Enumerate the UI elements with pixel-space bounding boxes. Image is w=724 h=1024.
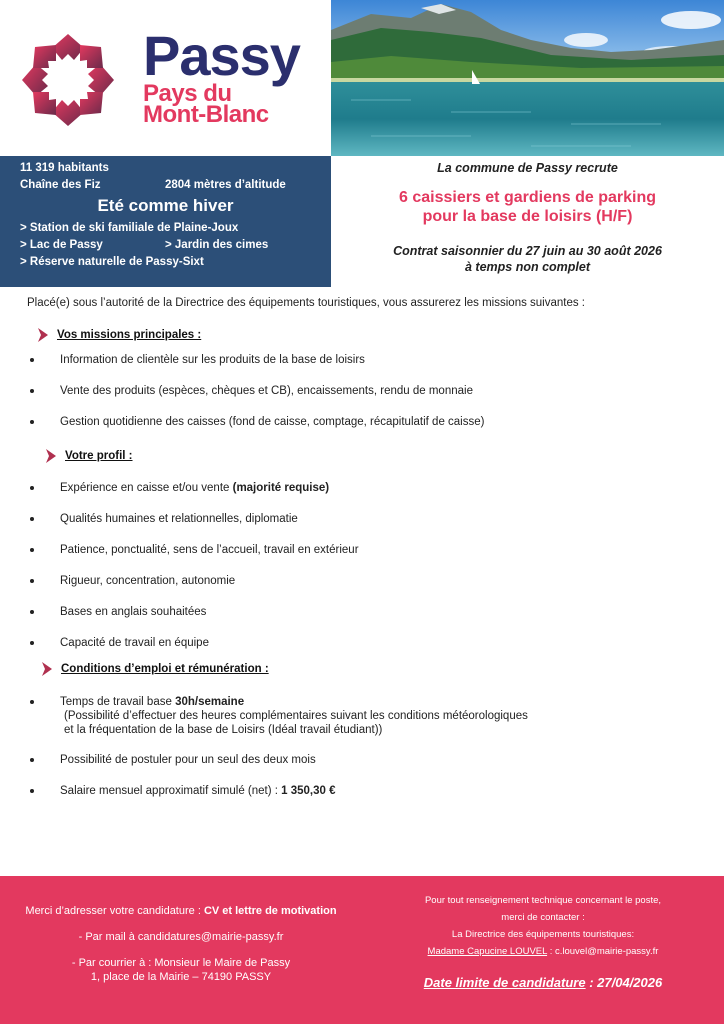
list-item xyxy=(30,605,206,619)
salary-text: Salaire mensuel approximatif simulé (net) : xyxy=(60,785,282,797)
deadline-label: Date limite de candidature xyxy=(423,975,586,990)
info-item-garden: > Jardin des cimes xyxy=(165,239,269,251)
list-item xyxy=(30,353,365,367)
list-item xyxy=(30,695,528,737)
bullet-icon xyxy=(30,486,34,490)
condition-time-bold: 30h/semaine xyxy=(175,696,245,708)
list-item xyxy=(30,784,336,798)
contract-line1: Contrat saisonnier du 27 juin au 30 août 2026 xyxy=(393,244,662,258)
condition-item xyxy=(60,784,336,798)
list-item xyxy=(30,481,329,495)
commune-recruits: La commune de Passy recrute xyxy=(437,161,618,175)
logo-title: Passy xyxy=(143,24,300,87)
profile-item: Bases en anglais souhaitées xyxy=(60,606,207,618)
list-item xyxy=(30,512,298,526)
deadline-value: : 27/04/2026 xyxy=(585,975,663,990)
bullet-icon xyxy=(30,517,34,521)
town-info-box xyxy=(0,156,331,287)
recruitment-header xyxy=(331,160,724,275)
list-item xyxy=(30,636,209,650)
inhabitants: 11 319 habitants xyxy=(20,162,109,174)
application-instructions xyxy=(0,904,362,984)
intro-text: Placé(e) sous l’autorité de la Directrice des équipements touristiques, vous assurerez les missions suivantes : xyxy=(27,297,586,309)
conditions-heading-label: Conditions d’emploi et rémunération : xyxy=(61,663,269,675)
info-item-lake: > Lac de Passy xyxy=(20,239,103,251)
chevron-right-icon xyxy=(45,449,57,463)
condition-item xyxy=(60,695,528,709)
logo xyxy=(0,0,331,156)
bullet-icon xyxy=(30,700,34,704)
conditions-heading xyxy=(41,662,269,676)
lake-landscape-image xyxy=(331,0,724,156)
job-title xyxy=(331,188,724,226)
lake-photo xyxy=(331,0,724,156)
mail-instruction: - Par mail à candidatures@mairie-passy.fr xyxy=(78,931,284,943)
contact-line1: Pour tout renseignement technique concernant le poste, xyxy=(424,895,662,906)
missions-heading xyxy=(37,328,201,342)
slogan: Eté comme hiver xyxy=(97,196,234,215)
profile-item: Patience, ponctualité, sens de l’accueil, travail en extérieur xyxy=(60,544,359,556)
list-item xyxy=(30,384,473,398)
condition-sub-line1: (Possibilité d’effectuer des heures complémentaires suivant les conditions météorologiques xyxy=(64,710,528,722)
list-item xyxy=(30,543,359,557)
contact-info xyxy=(362,892,724,991)
chain-altitude-row xyxy=(20,177,331,194)
contact-name: Madame Capucine LOUVEL xyxy=(427,946,548,957)
job-title-line1: 6 caissiers et gardiens de parking xyxy=(398,189,656,206)
contact-line3: La Directrice des équipements touristiques: xyxy=(451,929,635,940)
post-line2: 1, place de la Mairie – 74190 PASSY xyxy=(90,971,272,983)
condition-item: Possibilité de postuler pour un seul des deux mois xyxy=(60,754,316,766)
job-title-line2: pour la base de loisirs (H/F) xyxy=(422,208,633,225)
profile-item: Rigueur, concentration, autonomie xyxy=(60,575,236,587)
profile-item-bold: (majorité requise) xyxy=(232,482,330,494)
bullet-icon xyxy=(30,579,34,583)
footer xyxy=(0,876,724,1024)
list-item xyxy=(30,753,316,767)
contract-line2: à temps non complet xyxy=(464,260,591,274)
contact-line2: merci de contacter : xyxy=(501,912,585,923)
condition-time-text: Temps de travail base xyxy=(60,696,176,708)
list-item xyxy=(30,574,235,588)
mission-item: Vente des produits (espèces, chèques et CB), encaissements, rendu de monnaie xyxy=(60,385,473,397)
profile-item xyxy=(60,481,329,495)
mission-item: Information de clientèle sur les produits de la base de loisirs xyxy=(60,354,365,366)
contact-email[interactable]: c.louvel@mairie-passy.fr xyxy=(554,946,659,957)
logo-sub-line2: Mont-Blanc xyxy=(143,101,269,128)
profile-item: Capacité de travail en équipe xyxy=(60,637,209,649)
bullet-icon xyxy=(30,358,34,362)
list-item xyxy=(30,415,484,429)
contact-person xyxy=(362,943,724,960)
logo-sub-line1: Pays du xyxy=(143,80,232,107)
send-bold: CV et lettre de motivation xyxy=(203,905,337,917)
profile-heading xyxy=(45,449,133,463)
chevron-right-icon xyxy=(41,662,53,676)
mission-item: Gestion quotidienne des caisses (fond de caisse, comptage, récapitulatif de caisse) xyxy=(60,416,485,428)
altitude: 2804 mètres d’altitude xyxy=(165,179,286,191)
profile-item-text: Expérience en caisse et/ou vente xyxy=(60,482,233,494)
chevron-right-icon xyxy=(37,328,49,342)
bullet-icon xyxy=(30,420,34,424)
chain-name: Chaîne des Fiz xyxy=(20,179,101,191)
contact-sep: : xyxy=(547,946,555,957)
bullet-icon xyxy=(30,389,34,393)
passy-logo-icon xyxy=(18,30,118,130)
info-item-reserve: > Réserve naturelle de Passy-Sixt xyxy=(20,256,204,268)
profile-item: Qualités humaines et relationnelles, diplomatie xyxy=(60,513,298,525)
info-item-ski: > Station de ski familiale de Plaine-Joux xyxy=(20,222,239,234)
bullet-icon xyxy=(30,758,34,762)
bullet-icon xyxy=(30,641,34,645)
post-line1: - Par courrier à : Monsieur le Maire de Passy xyxy=(71,957,291,969)
condition-sub-line2: et la fréquentation de la base de Loisirs (Idéal travail étudiant)) xyxy=(64,724,383,736)
bullet-icon xyxy=(30,610,34,614)
send-text: Merci d’adresser votre candidature : xyxy=(25,905,204,917)
bullet-icon xyxy=(30,548,34,552)
salary-amount: 1 350,30 € xyxy=(281,785,336,797)
info-item-lake-garden xyxy=(20,237,331,254)
bullet-icon xyxy=(30,789,34,793)
profile-heading-label: Votre profil : xyxy=(65,450,133,462)
contract-info xyxy=(331,243,724,275)
send-application xyxy=(0,904,362,918)
missions-heading-label: Vos missions principales : xyxy=(57,329,202,341)
logo-subtitle xyxy=(143,80,269,128)
deadline xyxy=(362,974,724,991)
